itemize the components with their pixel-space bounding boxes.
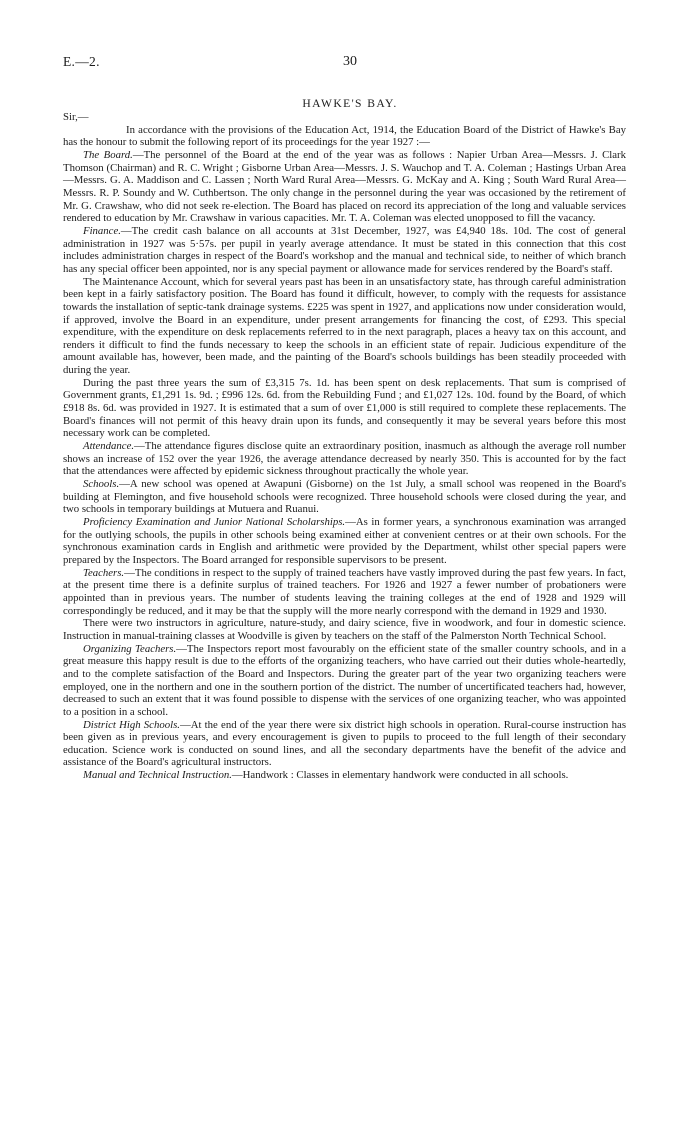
report-code: E.—2. (63, 54, 100, 69)
paragraph-text: In accordance with the provisions of the Education Act, 1914, the Education Board of the District of Hawke's Bay has the honour to submit the following report of its proceedings for the year 1927 :— (63, 123, 626, 149)
paragraph-teachers (63, 567, 626, 618)
paragraph-manual-technical (63, 769, 626, 782)
paragraph-text: —A new school was opened at Awapuni (Gisborne) on the 1st July, a small school was reopened in the Board's building at Flemington, and five household schools were recognized. Three household schools were closed during the year, and two schools in temporary buildings at Mutuera and Ruanui. (63, 478, 626, 516)
paragraph-text: —The credit cash balance on all accounts at 31st December, 1927, was £4,940 18s. 10d. The cost of general administration in 1927 was 5·57s. per pupil in yearly average attendance. It must be stated in this connection that this cost includes administration charges in respect of the Board's workshop and the manual and technical side, to neither of which branch has any special officer been appointed, nor is any special payment or allowance made for services rendered by the Board's staff. (63, 224, 626, 275)
paragraph-text: —The attendance figures disclose quite an extraordinary position, inasmuch as although the average roll number shows an increase of 152 over the year 1926, the average attendance decreased by nearly 350. This is accounted for by the fact that the attendances were affected by epidemic sickness throughout practically the whole year. (63, 440, 626, 478)
paragraph-text: There were two instructors in agriculture, nature-study, and dairy science, five in woodwork, and four in domestic science. Instruction in manual-training classes at Woodville is given by teachers on the staff of the Palmerston North Technical School. (63, 617, 626, 642)
section-heading: Schools. (83, 478, 120, 491)
paragraph-text: During the past three years the sum of £3,315 7s. 1d. has been spent on desk replacements. That sum is comprised of Government grants, £1,291 1s. 9d. ; £996 12s. 6d. from the Rebuilding Fund ; and £1,027 12s. 10d. found by the Board, of which £918 8s. 6d. was provided in 1927. It is estimated that a sum of over £1,000 is still required to complete these replacements. The Board's finances will not permit of this heavy drain upon its funds, and consequently it may be several years before this most necessary work can be completed. (63, 376, 626, 440)
report-body (63, 111, 626, 782)
section-heading: Manual and Technical Instruction. (83, 769, 232, 782)
paragraph-board (63, 149, 626, 225)
section-heading: Finance. (83, 224, 121, 237)
paragraph-schools (63, 478, 626, 516)
paragraph-text: —The Inspectors report most favourably on the efficient state of the smaller country schools, and in a great measure this happy result is due to the efforts of the organizing teachers, who have carried out their duties whole-heartedly, and to the complete satisfaction of the Board and Inspectors. During the greater part of the year two organizing teachers were employed, one in the northern and one in the southern portion of the district. The number of uncertificated teachers had, however, decreased to such an extent that it was found possible to dispense with the services of one organizing teacher, who was appointed to a position in a school. (63, 642, 626, 718)
paragraph-finance (63, 225, 626, 276)
section-heading: Attendance. (83, 440, 135, 453)
paragraph-text: —The personnel of the Board at the end of the year was as follows : Napier Urban Area—Messrs. J. Clark Thomson (Chairman) and R. C. Wright ; Gisborne Urban Area—Messrs. J. S. Wauchop and T. A. Coleman ; Hastings Urban Area—Messrs. G. A. Maddison and C. Lassen ; North Ward Rural Area—Messrs. G. McKay and A. King ; South Ward Rural Area—Messrs. R. P. Soundy and W. Cuthbertson. The only change in the personnel during the year was occasioned by the retirement of Mr. G. Crawshaw, who did not seek re-election. The Board has placed on record its appreciation of the long and valuable services rendered to education by Mr. Crawshaw in various capacities. Mr. T. A. Coleman was elected unopposed to fill the vacancy. (63, 148, 626, 225)
paragraph-text: —At the end of the year there were six district high schools in operation. Rural-course instruction has been given as in previous years, and every encouragement is given to pupils to proceed to the full length of their secondary education. Science work is conducted on sound lines, and all the secondary departments have the benefit of the advice and assistance of the Board's agricultural instructors. (63, 718, 626, 769)
paragraph-text: —The conditions in respect to the supply of trained teachers have vastly improved during the past few years. In fact, at the present time there is a definite surplus of trained teachers. For 1926 and 1927 a fewer number of probationers were appointed than in previous years. The number of students leaving the training colleges at the end of 1928 and 1929 will correspondingly be reduced, and it may be that the supply will the more nearly correspond with the demand in 1929 and 1930. (63, 566, 626, 617)
page-title: HAWKE'S BAY. (302, 97, 398, 110)
paragraph-district-high-schools (63, 719, 626, 770)
paragraph-text: The Maintenance Account, which for several years past has been in an unsatisfactory state, has through careful administration been kept in a fairly satisfactory position. The Board has found it difficult, however, to comply with the requests for assistance towards the installation of septic-tank drainage systems. £225 was spent in 1927, and applications now under consideration would, if approved, involve the Board in an expenditure, under present arrangements for financing the cost, of £293. This special expenditure, with the expenditure on desk replacements referred to in the next paragraph, places a heavy tax on this account, and renders it difficult to find the funds necessary to keep the schools in an efficient state of repair. Judicious expenditure of the amount available has, however, been made, and the painting of the Board's schools buildings has been steadily proceeded with during the year. (63, 275, 626, 377)
paragraph-instructors (63, 617, 626, 642)
paragraph-maintenance (63, 276, 626, 377)
salutation: Sir,— (63, 111, 89, 123)
section-heading: The Board. (83, 148, 133, 161)
paragraph-proficiency (63, 516, 626, 567)
section-heading: Proficiency Examination and Junior National Scholarships. (83, 516, 346, 528)
paragraph-text: —Handwork : Classes in elementary handwork were conducted in all schools. (231, 769, 569, 782)
paragraph-text: —As in former years, a synchronous examination was arranged for the outlying schools, the pupils in other schools being examined either at convenient centres or at their own schools. For the synchronous examination cards in English and arithmetic were provided by the Department, whilst other special papers were prepared by the Inspectors. The Board arranged for responsible supervisors to be present. (63, 516, 627, 566)
paragraph-attendance (63, 440, 626, 478)
page-number: 30 (343, 54, 357, 69)
section-heading: District High Schools. (83, 718, 180, 731)
paragraph-organizing-teachers (63, 643, 626, 719)
paragraph-desk-replacements (63, 377, 626, 440)
section-heading: Teachers. (83, 566, 125, 579)
paragraph-intro (63, 124, 626, 149)
section-heading: Organizing Teachers. (83, 642, 177, 655)
